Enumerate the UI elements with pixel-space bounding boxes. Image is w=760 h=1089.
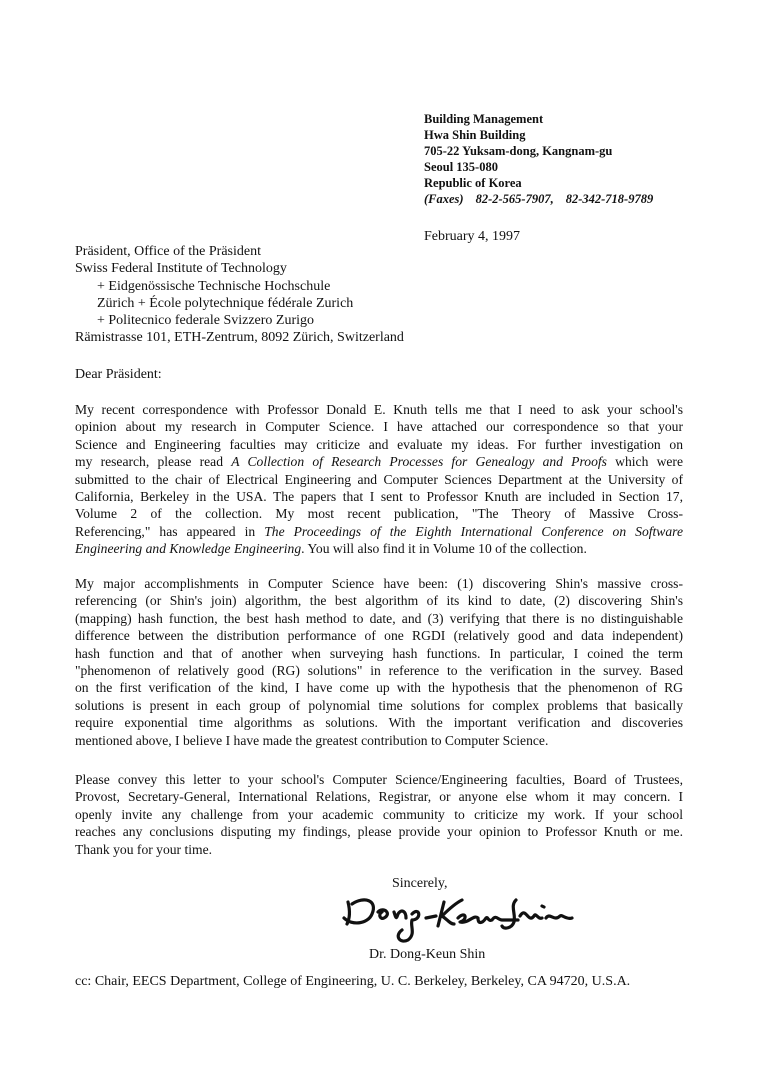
paragraph-line: "phenomenon of relatively good (RG) solutions" in reference to the verification in the survey. Based [75, 662, 683, 678]
body-paragraph-1 [75, 401, 683, 558]
paragraph-line: hash function and that of another when surveying hash functions. In particular, I coined the term [75, 645, 683, 661]
handwritten-signature [338, 890, 578, 946]
sender-address-block [424, 111, 653, 208]
sender-line: 705-22 Yuksam-dong, Kangnam-gu [424, 144, 613, 159]
sender-line: Building Management [424, 112, 544, 126]
sender-line: Hwa Shin Building [424, 128, 526, 143]
cc-line: cc: Chair, EECS Department, College of Engineering, U. C. Berkeley, Berkeley, CA 94720, U.S.A. [75, 974, 631, 989]
paragraph-line: opinion about my research in Computer Science. I have attached our correspondence so that your [75, 419, 683, 435]
recipient-line: Präsident, Office of the Präsident [75, 244, 261, 259]
paragraph-line: (mapping) hash function, the best hash method to date, and (3) verifying that there is no distinguishable [75, 610, 683, 626]
sender-line: Seoul 135-080 [424, 160, 498, 175]
paragraph-line: Science and Engineering faculties may criticize and evaluate my ideas. For further investigation on [75, 436, 683, 452]
paragraph-line [75, 523, 683, 540]
signature-stroke-shin [502, 900, 572, 928]
paragraph-line: require exponential time algorithms as solutions. With the important verification and discoveries [75, 715, 683, 731]
sender-line: Republic of Korea [424, 176, 522, 191]
paragraph-line: on the first verification of the kind, I have come up with the hypothesis that the phenomenon of RG [75, 680, 683, 696]
signature-stroke-dash [426, 916, 436, 918]
paragraph-line: referencing (or Shin's join) algorithm, the best algorithm of its kind to date, (2) discovering Shin's [75, 593, 683, 609]
fax-label: (Faxes) [424, 192, 464, 207]
paragraph-line: Thank you for your time. [75, 841, 213, 857]
signature-stroke-keun [438, 900, 518, 926]
paragraph-line: My recent correspondence with Professor Donald E. Knuth tells me that I need to ask your school's [75, 402, 683, 417]
body-paragraph-2 [75, 575, 683, 749]
signature-stroke-ong [378, 910, 419, 941]
recipient-address-block [75, 243, 404, 347]
sender-fax-line [424, 191, 653, 207]
paragraph-line: difference between the distribution performance of one RGDI (relatively good and data independent) [75, 628, 683, 644]
proceedings-title-cont: Engineering and Knowledge Engineering [75, 541, 302, 557]
recipient-line: + Eidgenössische Technische Hochschule [97, 278, 331, 294]
paragraph-line: Provost, Secretary-General, International Relations, Registrar, or anyone else whom it may concern. I [75, 789, 683, 805]
text-run: . You will also find it in Volume 10 of the collection. [301, 541, 587, 557]
fax-number-1: 82-2-565-7907, [475, 192, 554, 207]
closing: Sincerely, [392, 876, 448, 891]
letter-date: February 4, 1997 [424, 229, 521, 244]
paragraph-line: Volume 2 of the collection. My most recent publication, "The Theory of Massive Cross- [75, 506, 683, 522]
recipient-line: + Politecnico federale Svizzero Zurigo [97, 313, 315, 329]
paragraph-line: Please convey this letter to your school's Computer Science/Engineering faculties, Board of Trustees, [75, 772, 683, 787]
paragraph-line [75, 453, 683, 470]
paragraph-line: submitted to the chair of Electrical Engineering and Computer Sciences Department at the University of [75, 471, 683, 487]
paragraph-line: reaches any conclusions disputing my findings, please provide your opinion to Professor Knuth or me. [75, 824, 683, 840]
recipient-line: Swiss Federal Institute of Technology [75, 261, 287, 277]
recipient-line: Rämistrasse 101, ETH-Zentrum, 8092 Zürich, Switzerland [75, 330, 404, 346]
text-run: Referencing," has appeared in [75, 523, 265, 539]
paragraph-line [75, 540, 683, 557]
paragraph-line: mentioned above, I believe I have made the greatest contribution to Computer Science. [75, 732, 549, 748]
paragraph-line: solutions is present in each group of polynomial time solutions for complex problems that basically [75, 697, 683, 713]
salutation: Dear Präsident: [75, 367, 162, 382]
paragraph-line: California, Berkeley in the USA. The papers that I sent to Professor Knuth are included in Section 17, [75, 488, 683, 504]
paragraph-line: openly invite any challenge from your academic community to criticize my work. If your school [75, 806, 683, 822]
body-paragraph-3 [75, 771, 683, 858]
signer-name: Dr. Dong-Keun Shin [369, 947, 486, 962]
text-run: my research, please read [75, 454, 232, 470]
paragraph-line: My major accomplishments in Computer Science have been: (1) discovering Shin's massive cross- [75, 576, 683, 591]
fax-number-2: 82-342-718-9789 [565, 192, 654, 207]
text-run: which were [606, 454, 683, 470]
collection-title: A Collection of Research Processes for Genealogy and Proofs [231, 454, 607, 470]
signature-stroke-d [344, 900, 373, 924]
proceedings-title: The Proceedings of the Eighth International Conference on Software [264, 523, 683, 539]
recipient-line: Zürich + École polytechnique fédérale Zurich [97, 295, 354, 311]
